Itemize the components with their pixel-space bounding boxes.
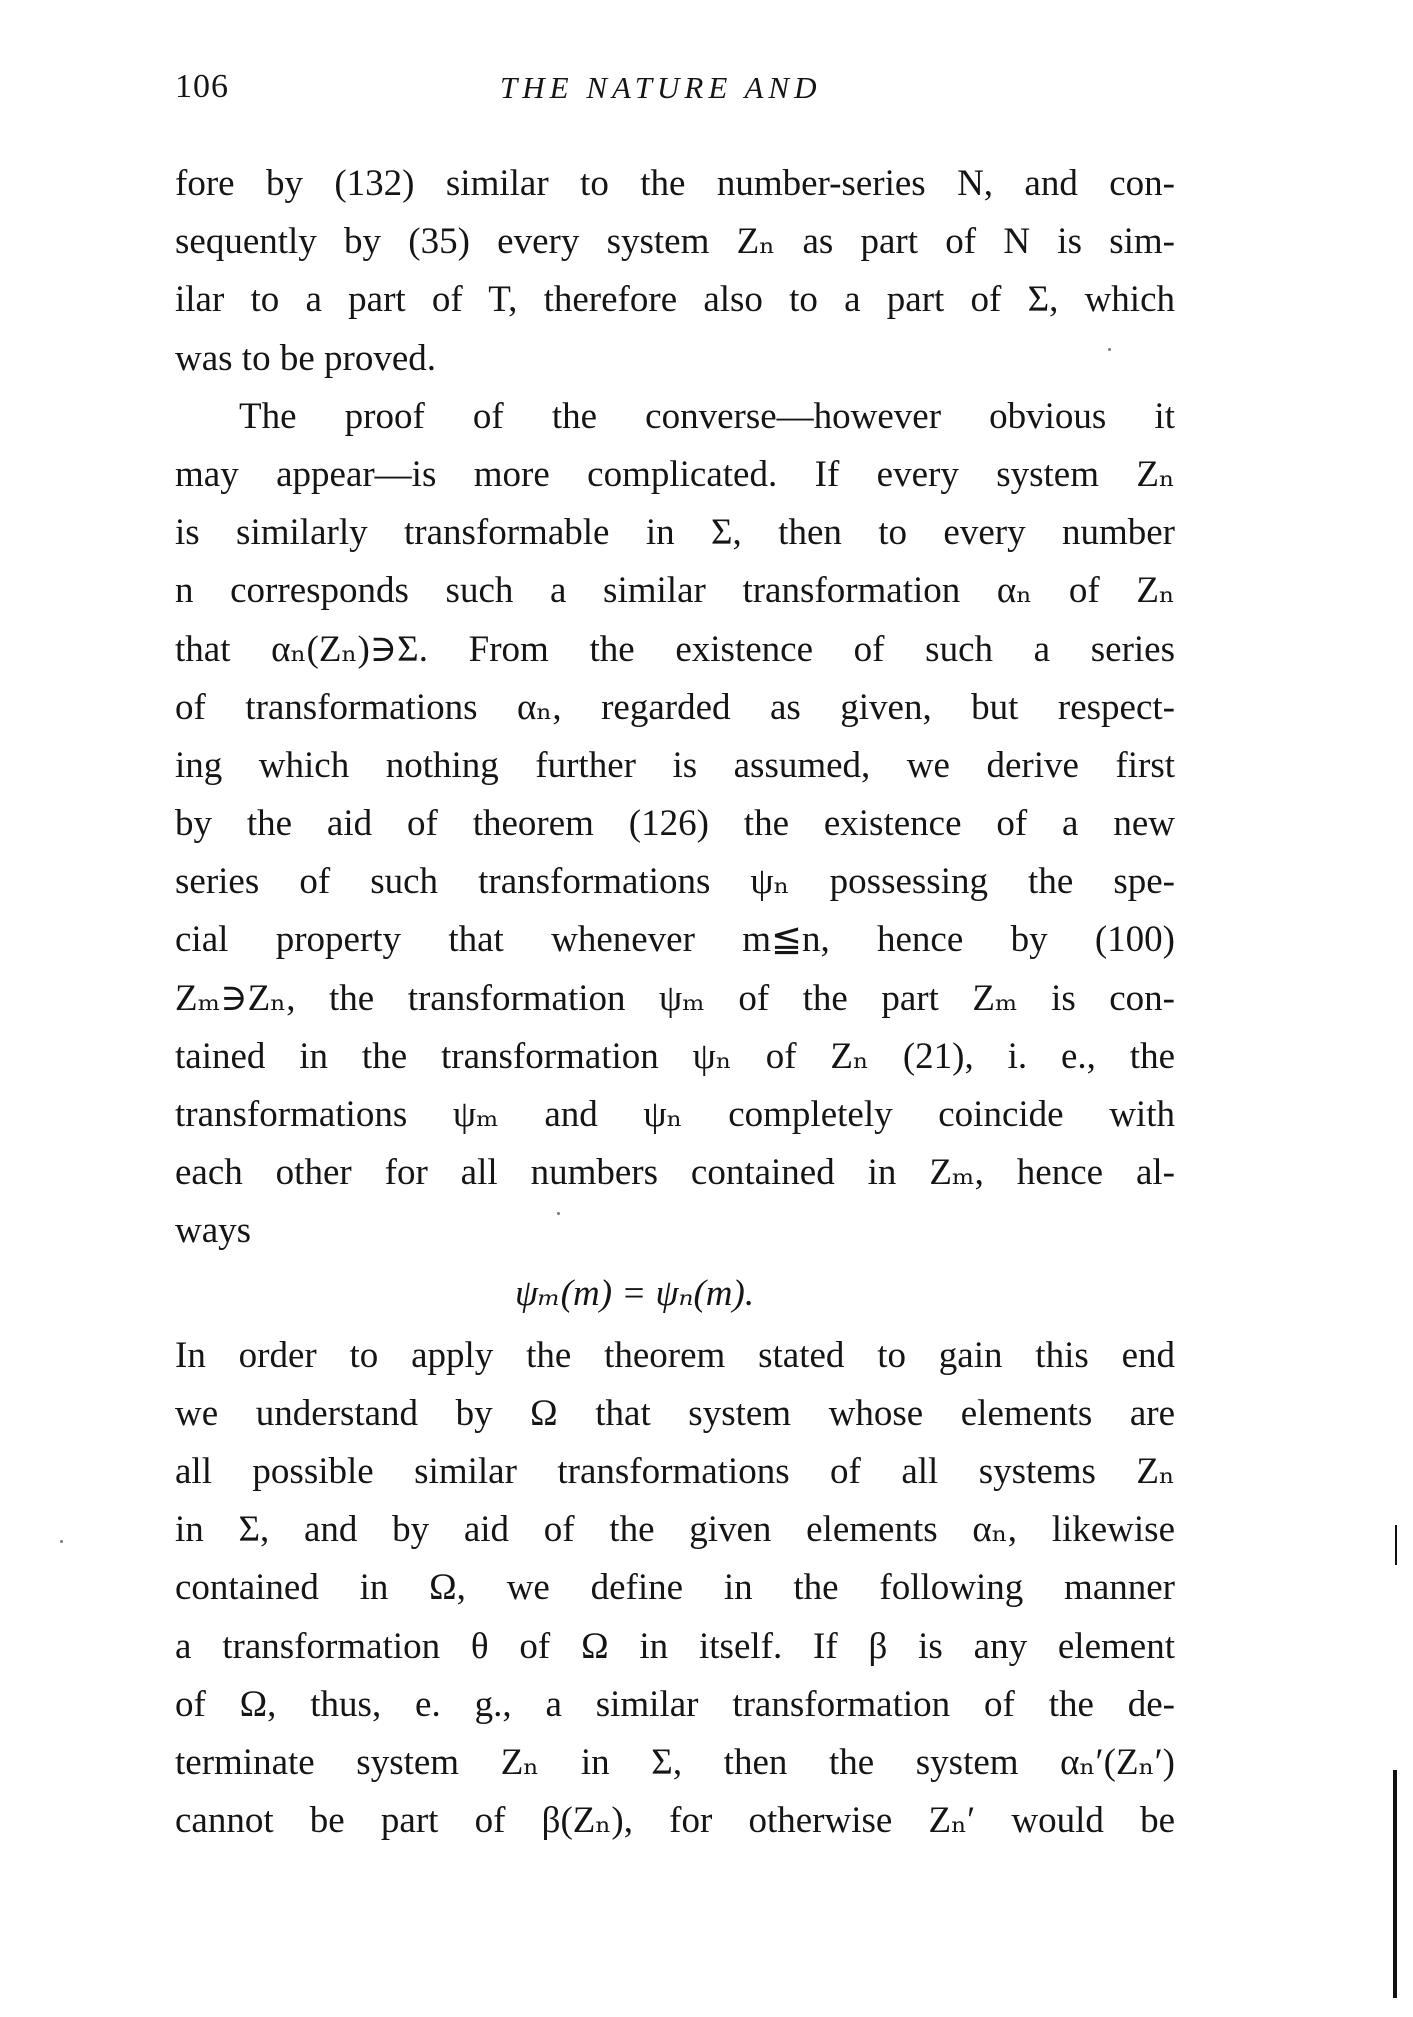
text-line: ways [175, 1210, 252, 1252]
text-line: may appear—is more complicated. If every system Zₙ [175, 453, 1175, 495]
text-line: cannot be part of β(Zₙ), for otherwise Zₙ′ would be [175, 1800, 1175, 1842]
text-line: sequently by (35) every system Zₙ as part of N is sim- [175, 221, 1175, 263]
text-line: all possible similar transformations of all systems Zₙ [175, 1450, 1175, 1492]
body-text [175, 155, 1175, 1850]
text-line: of Ω, thus, e. g., a similar transformation of the de- [175, 1683, 1175, 1725]
text-line: each other for all numbers contained in Zₘ, hence al- [175, 1152, 1175, 1194]
text-line: of transformations αₙ, regarded as given, but respect- [175, 686, 1175, 728]
text-line: Zₘ∋Zₙ, the transformation ψₘ of the part Zₘ is con- [175, 977, 1175, 1019]
text-line: In order to apply the theorem stated to gain this end [175, 1334, 1175, 1376]
text-line: cial property that whenever m≦n, hence by (100) [175, 919, 1175, 961]
text-line: The proof of the converse—however obvious it [239, 395, 1175, 437]
text-line: n corresponds such a similar transformation αₙ of Zₙ [175, 570, 1175, 612]
text-line: terminate system Zₙ in Σ, then the system αₙ′(Zₙ′) [175, 1741, 1175, 1783]
display-equation: ψₘ(m) = ψₙ(m). [515, 1272, 755, 1314]
scan-edge-mark [1395, 1525, 1397, 1565]
scan-speck [60, 1540, 63, 1543]
text-line: contained in Ω, we define in the following manner [175, 1567, 1175, 1609]
scan-edge-mark [1393, 1770, 1397, 1998]
text-line: ing which nothing further is assumed, we derive first [175, 744, 1175, 786]
text-line: by the aid of theorem (126) the existence of a new [175, 803, 1175, 845]
text-line: we understand by Ω that system whose elements are [175, 1392, 1175, 1434]
text-line: transformations ψₘ and ψₙ completely coincide with [175, 1094, 1175, 1135]
text-line: series of such transformations ψₙ possessing the spe- [175, 861, 1175, 903]
text-line: in Σ, and by aid of the given elements αₙ, likewise [175, 1509, 1175, 1551]
page-number: 106 [175, 68, 229, 105]
running-title: THE NATURE AND [500, 70, 822, 105]
text-line: fore by (132) similar to the number-series N, and con- [175, 163, 1175, 204]
text-line: tained in the transformation ψₙ of Zₙ (21), i. e., the [175, 1035, 1175, 1077]
text-line: is similarly transformable in Σ, then to every number [175, 512, 1175, 554]
scan-speck [1108, 348, 1111, 351]
text-line: that αₙ(Zₙ)∋Σ. From the existence of such a series [175, 628, 1175, 670]
text-line: ilar to a part of T, therefore also to a part of Σ, which [175, 279, 1175, 321]
page-header [175, 68, 1175, 118]
scan-speck [557, 1212, 560, 1215]
text-line: a transformation θ of Ω in itself. If β is any element [175, 1625, 1175, 1667]
text-line: was to be proved. [175, 337, 436, 379]
